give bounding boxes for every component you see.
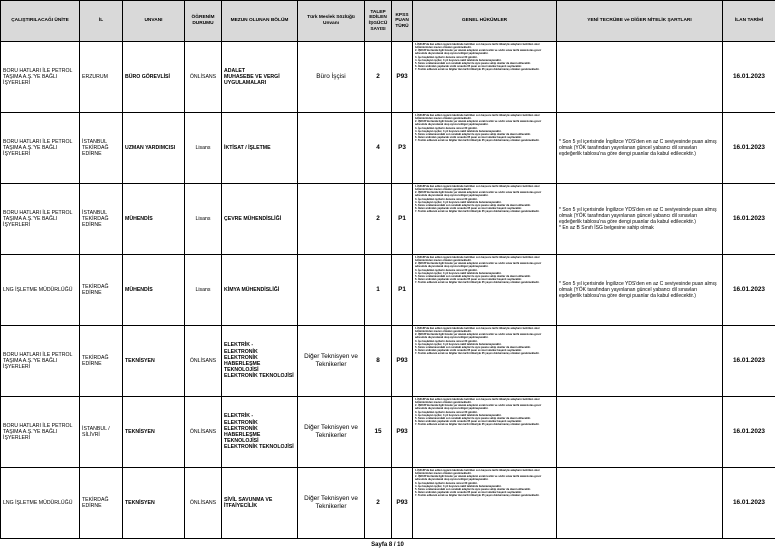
cell-sartlar — [557, 113, 723, 184]
genel-hukum-item: 6- İlanın ardından yapılacak sözlü sınavda 65 puan ve üzeri alanlar başarılı sayılacaktır. — [415, 491, 522, 495]
genel-hukum-item: 3- İşe başlatılan işçilerin deneme süresi 60 gündür. — [415, 268, 478, 272]
genel-hukum-item: 1-İŞKUR'da ilan edilen işgücü talebinde belirtilen son başvuru tarihi itibariyle adayların belirtilen okul bölümlerinden mezun olmaları gerekmektedir. — [415, 327, 540, 334]
cell-mezun — [222, 468, 298, 539]
cell-sartlar — [557, 255, 723, 326]
cell-ogrenim: Lisans — [185, 255, 222, 326]
genel-hukum-item: 7- Teslim edilecek evrak ve bilgiler ilan tarihi itibariyle 35 yaşını doldurmamış olmaları gerekmektedir. — [415, 352, 540, 356]
mezun-line: ADALET — [224, 67, 246, 74]
mezun-line: ELEKTRİK - — [224, 342, 254, 349]
cell-il: İSTANBUL TEKİRDAĞ EDİRNE — [80, 184, 123, 255]
mezun-line: İKTİSAT / İŞLETME — [224, 144, 271, 151]
header-unvani: UNVANI — [123, 1, 185, 42]
mezun-line: MUHASEBE VE VERGİ UYGULAMALARI — [224, 73, 280, 87]
genel-hukum-item: 5- Sınav sıralamasındaki son sıradaki adaylar ile aynı puana sahip olanlar da davet edilecektir. — [415, 274, 531, 278]
sart-item: * Son 5 yıl içerisinde İngilizce YDS'den en az C seviyesinde puan almış olmak (YÖK tarafından yayınlanan güncel yabancı dil sınavları eşdeğerlik tablosu'na göre dengi puanlar da kabul edilecektir.) — [559, 207, 717, 225]
genel-hukum-item: 4- İşe başlayan işçiler, 3 yıl boyunca nakil talebinde bulunamayacaktır. — [415, 129, 502, 133]
genel-hukum-item: 1-İŞKUR'da ilan edilen işgücü talebinde belirtilen son başvuru tarihi itibariyle adayların belirtilen okul bölümlerinden mezun olmaları gerekmektedir. — [415, 114, 540, 121]
genel-hukum-item: 7- Teslim edilecek evrak ve bilgiler ilan tarihi itibariyle 35 yaşını doldurmamış olmaları gerekmektedir. — [415, 281, 540, 285]
cell-unvani: MÜHENDİS — [123, 255, 185, 326]
genel-hukum-item: 2- İŞKUR'da ilanda ilgili listede yer alacak adayların evrak teslim ve sözlü sınav tarihi www.botas.gov.tr adresinde duyurulacak olup ayrıca tebligat yapılmayacaktır. — [415, 191, 542, 198]
cell-sartlar — [557, 397, 723, 468]
cell-kpss: P93 — [392, 42, 413, 113]
cell-ilan: 16.01.2023 — [723, 42, 775, 113]
cell-talep: 2 — [365, 42, 392, 113]
cell-sartlar — [557, 184, 723, 255]
cell-sartlar — [557, 326, 723, 397]
cell-ilan: 16.01.2023 — [723, 326, 775, 397]
cell-unite: LNG İŞLETME MÜDÜRLÜĞÜ — [1, 255, 80, 326]
genel-hukum-item: 3- İşe başlatılan işçilerin deneme süresi 60 gündür. — [415, 126, 478, 130]
mezun-line: ELEKTRONİK TEKNOLOJİSİ — [224, 444, 294, 451]
mezun-line: ÇEVRE MÜHENDİSLİĞİ — [224, 215, 282, 222]
cell-sartlar — [557, 42, 723, 113]
mezun-line: ELEKTRONİK HABERLEŞME — [224, 425, 261, 438]
genel-hukum-item: 2- İŞKUR'da ilanda ilgili listede yer alacak adayların evrak teslim ve sözlü sınav tarihi www.botas.gov.tr adresinde duyurulacak olup ayrıca tebligat yapılmayacaktır. — [415, 120, 542, 127]
mezun-line: ELEKTRONİK — [224, 419, 258, 426]
cell-genel — [413, 42, 557, 113]
cell-ogrenim: Lisans — [185, 113, 222, 184]
mezun-line: ELEKTRONİK — [224, 348, 258, 355]
cell-meslek: Diğer Teknisyen ve Teknikerler — [298, 397, 365, 468]
header-genel: GENEL HÜKÜMLER — [413, 1, 557, 42]
cell-talep: 2 — [365, 468, 392, 539]
sart-item: * En az B Sınıfı İSG belgesine sahip olmak — [559, 225, 654, 231]
cell-genel — [413, 113, 557, 184]
cell-unvani: MÜHENDİS — [123, 184, 185, 255]
cell-meslek: Büro İşçisi — [298, 42, 365, 113]
cell-ilan: 16.01.2023 — [723, 255, 775, 326]
mezun-line: KİMYA MÜHENDİSLİĞİ — [224, 286, 280, 293]
genel-hukum-item: 4- İşe başlayan işçiler, 3 yıl boyunca nakil talebinde bulunamayacaktır. — [415, 342, 502, 346]
header-unite: ÇALIŞTIRILACAĞI ÜNİTE — [1, 1, 80, 42]
mezun-line: ELEKTRONİK TEKNOLOJİSİ — [224, 373, 294, 380]
cell-sartlar — [557, 468, 723, 539]
genel-hukum-item: 4- İşe başlayan işçiler, 3 yıl boyunca nakil talebinde bulunamayacaktır. — [415, 484, 502, 488]
cell-mezun — [222, 397, 298, 468]
genel-hukum-item: 3- İşe başlatılan işçilerin deneme süresi 60 gündür. — [415, 55, 478, 59]
cell-unvani: BÜRO GÖREVLİSİ — [123, 42, 185, 113]
genel-hukum-item: 4- İşe başlayan işçiler, 3 yıl boyunca nakil talebinde bulunamayacaktır. — [415, 271, 502, 275]
genel-hukum-item: 6- İlanın ardından yapılacak sözlü sınavda 65 puan ve üzeri alanlar başarılı sayılacaktır. — [415, 278, 522, 282]
mezun-line: SİVİL SAVUNMA VE İTFAİYECİLİK — [224, 496, 273, 509]
genel-hukum-item: 2- İŞKUR'da ilanda ilgili listede yer alacak adayların evrak teslim ve sözlü sınav tarihi www.botas.gov.tr adresinde duyurulacak olup ayrıca tebligat yapılmayacaktır. — [415, 333, 542, 340]
cell-unite: BORU HATLARI İLE PETROL TAŞIMA A.Ş.'YE BAĞLI İŞYERLERİ — [1, 184, 80, 255]
genel-hukum-item: 1-İŞKUR'da ilan edilen işgücü talebinde belirtilen son başvuru tarihi itibariyle adayların belirtilen okul bölümlerinden mezun olmaları gerekmektedir. — [415, 43, 540, 50]
cell-il: İSTANBUL TEKİRDAĞ EDİRNE — [80, 113, 123, 184]
genel-hukum-item: 5- Sınav sıralamasındaki son sıradaki adaylar ile aynı puana sahip olanlar da davet edilecektir. — [415, 61, 531, 65]
cell-unite: BORU HATLARI İLE PETROL TAŞIMA A.Ş.'YE BAĞLI İŞYERLERİ — [1, 326, 80, 397]
cell-mezun — [222, 255, 298, 326]
header-mezun: MEZUN OLUNAN BÖLÜM — [222, 1, 298, 42]
table-row — [1, 397, 775, 468]
genel-hukum-item: 6- İlanın ardından yapılacak sözlü sınavda 65 puan ve üzeri alanlar başarılı sayılacaktır. — [415, 420, 522, 424]
cell-meslek: Diğer Teknisyen ve Teknikerler — [298, 326, 365, 397]
cell-ogrenim: ÖNLİSANS — [185, 42, 222, 113]
genel-hukum-item: 5- Sınav sıralamasındaki son sıradaki adaylar ile aynı puana sahip olanlar da davet edilecektir. — [415, 487, 531, 491]
genel-hukum-item: 3- İşe başlatılan işçilerin deneme süresi 60 gündür. — [415, 481, 478, 485]
genel-hukum-item: 7- Teslim edilecek evrak ve bilgiler ilan tarihi itibariyle 35 yaşını doldurmamış olmaları gerekmektedir. — [415, 423, 540, 427]
cell-mezun — [222, 113, 298, 184]
header-il: İL — [80, 1, 123, 42]
genel-hukum-item: 4- İşe başlayan işçiler, 3 yıl boyunca nakil talebinde bulunamayacaktır. — [415, 58, 502, 62]
table-row — [1, 255, 775, 326]
genel-hukum-item: 7- Teslim edilecek evrak ve bilgiler ilan tarihi itibariyle 35 yaşını doldurmamış olmaları gerekmektedir. — [415, 68, 540, 72]
genel-hukum-item: 1-İŞKUR'da ilan edilen işgücü talebinde belirtilen son başvuru tarihi itibariyle adayların belirtilen okul bölümlerinden mezun olmaları gerekmektedir. — [415, 256, 540, 263]
table-row — [1, 326, 775, 397]
cell-ilan: 16.01.2023 — [723, 468, 775, 539]
genel-hukum-item: 6- İlanın ardından yapılacak sözlü sınavda 65 puan ve üzeri alanlar başarılı sayılacaktır. — [415, 136, 522, 140]
genel-hukum-item: 6- İlanın ardından yapılacak sözlü sınavda 65 puan ve üzeri alanlar başarılı sayılacaktır. — [415, 349, 522, 353]
genel-hukum-item: 3- İşe başlatılan işçilerin deneme süresi 60 gündür. — [415, 197, 478, 201]
cell-mezun — [222, 184, 298, 255]
genel-hukum-item: 5- Sınav sıralamasındaki son sıradaki adaylar ile aynı puana sahip olanlar da davet edilecektir. — [415, 132, 531, 136]
genel-hukum-item: 5- Sınav sıralamasındaki son sıradaki adaylar ile aynı puana sahip olanlar da davet edilecektir. — [415, 203, 531, 207]
cell-genel — [413, 184, 557, 255]
header-row — [1, 1, 775, 42]
cell-kpss: P93 — [392, 397, 413, 468]
cell-ilan: 16.01.2023 — [723, 113, 775, 184]
cell-ilan: 16.01.2023 — [723, 184, 775, 255]
genel-hukum-item: 5- Sınav sıralamasındaki son sıradaki adaylar ile aynı puana sahip olanlar da davet edilecektir. — [415, 416, 531, 420]
genel-hukum-item: 7- Teslim edilecek evrak ve bilgiler ilan tarihi itibariyle 35 yaşını doldurmamış olmaları gerekmektedir. — [415, 494, 540, 498]
cell-unite: BORU HATLARI İLE PETROL TAŞIMA A.Ş.'YE BAĞLI İŞYERLERİ — [1, 113, 80, 184]
genel-hukum-item: 6- İlanın ardından yapılacak sözlü sınavda 65 puan ve üzeri alanlar başarılı sayılacaktır. — [415, 207, 522, 211]
cell-kpss: P3 — [392, 113, 413, 184]
cell-talep: 4 — [365, 113, 392, 184]
cell-il: TEKİRDAĞ EDİRNE — [80, 468, 123, 539]
genel-hukum-item: 2- İŞKUR'da ilanda ilgili listede yer alacak adayların evrak teslim ve sözlü sınav tarihi www.botas.gov.tr adresinde duyurulacak olup ayrıca tebligat yapılmayacaktır. — [415, 475, 542, 482]
mezun-line: TEKNOLOJİSİ — [224, 438, 259, 445]
cell-kpss: P1 — [392, 255, 413, 326]
mezun-line: ELEKTRONİK HABERLEŞME — [224, 354, 261, 367]
genel-hukum-item: 7- Teslim edilecek evrak ve bilgiler ilan tarihi itibariyle 35 yaşını doldurmamış olmaları gerekmektedir. — [415, 210, 540, 214]
genel-hukum-item: 1-İŞKUR'da ilan edilen işgücü talebinde belirtilen son başvuru tarihi itibariyle adayların belirtilen okul bölümlerinden mezun olmaları gerekmektedir. — [415, 469, 540, 476]
header-meslek: Türk Meslek Sözlüğü Unvanı — [298, 1, 365, 42]
cell-genel — [413, 397, 557, 468]
cell-il: İSTANBUL / SİLİVRİ — [80, 397, 123, 468]
page-number: Sayfa 8 / 10 — [371, 542, 404, 548]
table-row — [1, 184, 775, 255]
cell-kpss: P93 — [392, 468, 413, 539]
table-row — [1, 113, 775, 184]
cell-talep: 2 — [365, 184, 392, 255]
cell-unite: BORU HATLARI İLE PETROL TAŞIMA A.Ş.'YE BAĞLI İŞYERLERİ — [1, 397, 80, 468]
genel-hukum-item: 7- Teslim edilecek evrak ve bilgiler ilan tarihi itibariyle 35 yaşını doldurmamış olmaları gerekmektedir. — [415, 139, 540, 143]
sart-item: * Son 5 yıl içerisinde İngilizce YDS'den en az C seviyesinde puan almış olmak (YÖK tarafından yayınlanan güncel yabancı dil sınavları eşdeğerlik tablosu'na göre dengi puanlar da kabul edilecektir.) — [559, 281, 717, 299]
cell-unite: BORU HATLARI İLE PETROL TAŞIMA A.Ş.'YE BAĞLI İŞYERLERİ — [1, 42, 80, 113]
genel-hukum-item: 3- İşe başlatılan işçilerin deneme süresi 60 gündür. — [415, 339, 478, 343]
cell-unvani: TEKNİSYEN — [123, 397, 185, 468]
cell-il: ERZURUM — [80, 42, 123, 113]
genel-hukum-item: 4- İşe başlayan işçiler, 3 yıl boyunca nakil talebinde bulunamayacaktır. — [415, 413, 502, 417]
cell-ogrenim: ÖNLİSANS — [185, 326, 222, 397]
cell-talep: 15 — [365, 397, 392, 468]
cell-kpss: P1 — [392, 184, 413, 255]
cell-unvani: TEKNİSYEN — [123, 468, 185, 539]
cell-ilan: 16.01.2023 — [723, 397, 775, 468]
cell-ogrenim: ÖNLİSANS — [185, 468, 222, 539]
genel-hukum-item: 6- İlanın ardından yapılacak sözlü sınavda 65 puan ve üzeri alanlar başarılı sayılacaktır. — [415, 65, 522, 69]
header-sartlar: YENİ TECRÜBE ve DİĞER NİTELİK ŞARTLARI — [557, 1, 723, 42]
cell-unvani: UZMAN YARDIMCISI — [123, 113, 185, 184]
genel-hukum-item: 4- İşe başlayan işçiler, 3 yıl boyunca nakil talebinde bulunamayacaktır. — [415, 200, 502, 204]
cell-meslek — [298, 113, 365, 184]
cell-genel — [413, 255, 557, 326]
genel-hukum-item: 3- İşe başlatılan işçilerin deneme süresi 60 gündür. — [415, 410, 478, 414]
genel-hukum-item: 5- Sınav sıralamasındaki son sıradaki adaylar ile aynı puana sahip olanlar da davet edilecektir. — [415, 345, 531, 349]
cell-mezun — [222, 42, 298, 113]
cell-mezun — [222, 326, 298, 397]
sart-item: * Son 5 yıl içerisinde İngilizce YDS'den en az C seviyesinde puan almış olmak (YÖK tarafından yayınlanan güncel yabancı dil sınavları eşdeğerlik tablosu'na göre dengi puanlar da kabul edilecektir.) — [559, 139, 717, 157]
cell-ogrenim: ÖNLİSANS — [185, 397, 222, 468]
cell-talep: 1 — [365, 255, 392, 326]
genel-hukum-item: 1-İŞKUR'da ilan edilen işgücü talebinde belirtilen son başvuru tarihi itibariyle adayların belirtilen okul bölümlerinden mezun olmaları gerekmektedir. — [415, 398, 540, 405]
table-row — [1, 42, 775, 113]
cell-meslek: Diğer Teknisyen ve Teknikerler — [298, 468, 365, 539]
cell-genel — [413, 326, 557, 397]
cell-kpss: P93 — [392, 326, 413, 397]
genel-hukum-item: 2- İŞKUR'da ilanda ilgili listede yer alacak adayların evrak teslim ve sözlü sınav tarihi www.botas.gov.tr adresinde duyurulacak olup ayrıca tebligat yapılmayacaktır. — [415, 404, 542, 411]
cell-il: TEKİRDAĞ EDİRNE — [80, 255, 123, 326]
cell-talep: 8 — [365, 326, 392, 397]
genel-hukum-item: 2- İŞKUR'da ilanda ilgili listede yer alacak adayların evrak teslim ve sözlü sınav tarihi www.botas.gov.tr adresinde duyurulacak olup ayrıca tebligat yapılmayacaktır. — [415, 262, 542, 269]
cell-genel — [413, 468, 557, 539]
cell-meslek — [298, 184, 365, 255]
cell-unvani: TEKNİSYEN — [123, 326, 185, 397]
cell-meslek — [298, 255, 365, 326]
genel-hukum-item: 2- İŞKUR'da ilanda ilgili listede yer alacak adayların evrak teslim ve sözlü sınav tarihi www.botas.gov.tr adresinde duyurulacak olup ayrıca tebligat yapılmayacaktır. — [415, 49, 542, 56]
header-talep: TALEP EDİLEN İŞGÜCÜ SAYISI — [365, 1, 392, 42]
cell-il: TEKİRDAĞ EDİRNE — [80, 326, 123, 397]
table-row — [1, 468, 775, 539]
genel-hukum-item: 1-İŞKUR'da ilan edilen işgücü talebinde belirtilen son başvuru tarihi itibariyle adayların belirtilen okul bölümlerinden mezun olmaları gerekmektedir. — [415, 185, 540, 192]
cell-unite: LNG İŞLETME MÜDÜRLÜĞÜ — [1, 468, 80, 539]
header-ogrenim: ÖĞRENİM DURUMU — [185, 1, 222, 42]
cell-ogrenim: Lisans — [185, 184, 222, 255]
mezun-line: ELEKTRİK - — [224, 413, 254, 420]
mezun-line: TEKNOLOJİSİ — [224, 367, 259, 374]
header-ilan: İLAN TARİHİ — [723, 1, 775, 42]
header-kpss: KPSS PUAN TÜRÜ — [392, 1, 413, 42]
